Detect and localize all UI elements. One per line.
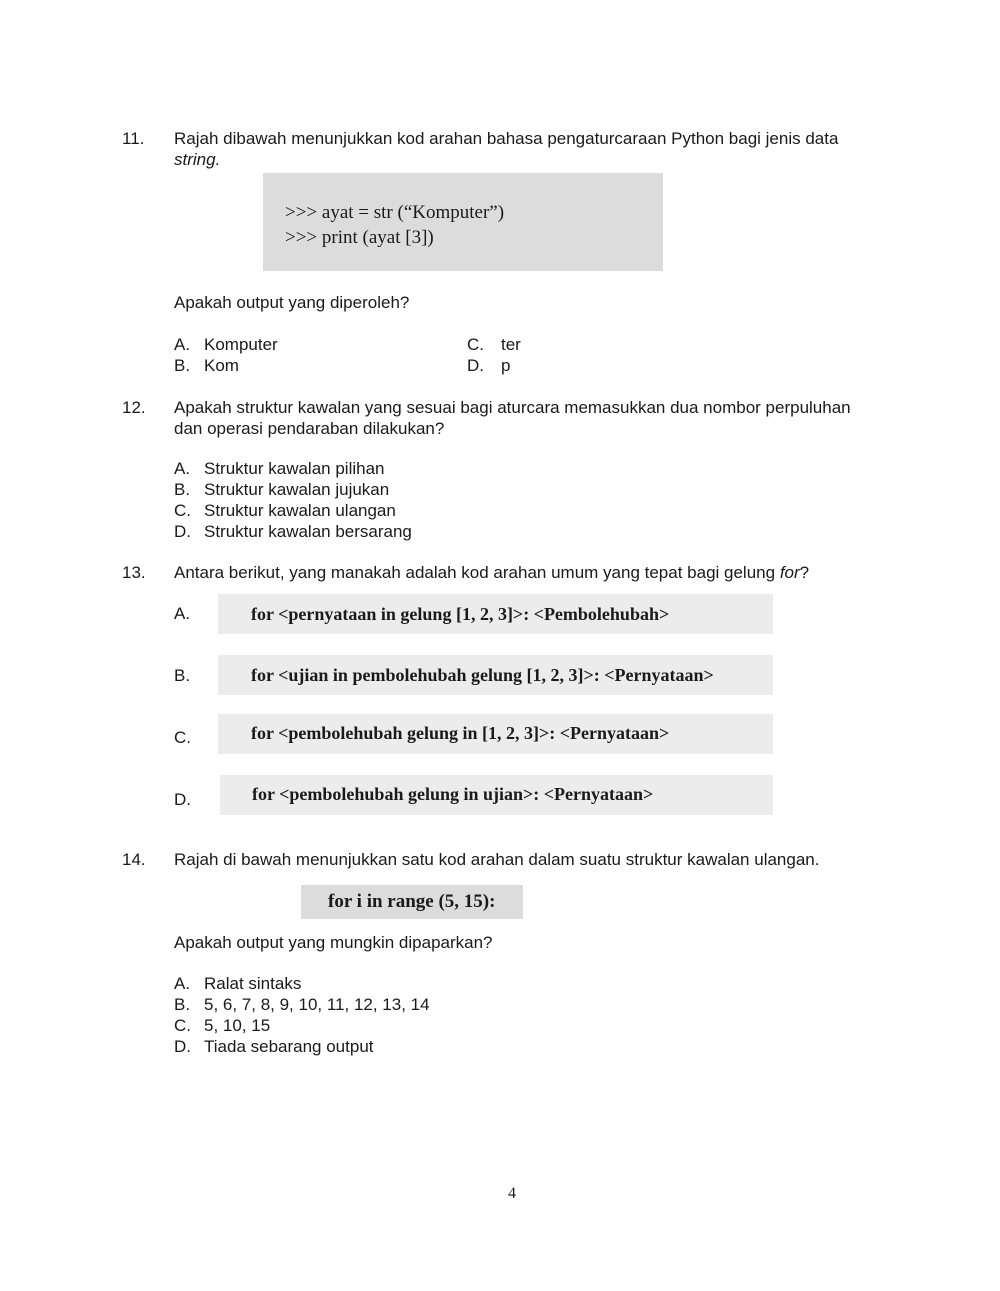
code-line: for i in range (5, 15): <box>328 891 496 912</box>
question-prompt: Apakah output yang mungkin dipaparkan? <box>174 933 493 952</box>
option-letter: C. <box>174 501 191 520</box>
option-text: ter <box>501 335 521 354</box>
option-text: Struktur kawalan bersarang <box>204 522 412 541</box>
option-text: Ralat sintaks <box>204 974 302 993</box>
option-letter: B. <box>174 480 191 499</box>
option-letter: C. <box>467 335 484 354</box>
question-text-main: Antara berikut, yang manakah adalah kod arahan umum yang tepat bagi gelung <box>174 563 780 582</box>
question-number: 14. <box>122 850 146 869</box>
option-text: Tiada sebarang output <box>204 1037 374 1056</box>
option-text: 5, 10, 15 <box>204 1016 271 1035</box>
question-number: 12. <box>122 398 146 417</box>
option-d-code-box[interactable] <box>220 775 773 815</box>
option-letter: A. <box>174 459 191 478</box>
option-text: 5, 6, 7, 8, 9, 10, 11, 12, 13, 14 <box>204 995 430 1014</box>
option-d[interactable] <box>174 1036 374 1057</box>
question-prompt: Apakah output yang diperoleh? <box>174 293 410 312</box>
option-letter: D. <box>174 1037 191 1056</box>
option-b[interactable] <box>174 994 430 1015</box>
question-number: 11. <box>122 129 145 148</box>
option-b-letter[interactable]: B. <box>174 666 191 685</box>
option-c[interactable] <box>174 500 396 521</box>
option-text: Komputer <box>204 335 278 354</box>
option-d[interactable] <box>467 355 510 376</box>
option-d-letter[interactable]: D. <box>174 790 191 809</box>
option-letter: B. <box>174 356 191 375</box>
question-text: Rajah dibawah menunjukkan kod arahan bahasa pengaturcaraan Python bagi jenis data <box>174 129 839 148</box>
option-c[interactable] <box>467 334 521 355</box>
option-c-code-box[interactable] <box>218 714 773 754</box>
option-d[interactable] <box>174 521 412 542</box>
option-letter: D. <box>174 522 191 541</box>
question-text: Apakah struktur kawalan yang sesuai bagi aturcara memasukkan dua nombor perpuluhan <box>174 398 851 417</box>
option-a[interactable] <box>174 973 301 994</box>
option-c-letter[interactable]: C. <box>174 728 191 747</box>
page-number: 4 <box>508 1185 516 1202</box>
question-text: Rajah di bawah menunjukkan satu kod arahan dalam suatu struktur kawalan ulangan. <box>174 850 820 869</box>
option-text: Struktur kawalan jujukan <box>204 480 390 499</box>
option-letter: C. <box>174 1016 191 1035</box>
option-c[interactable] <box>174 1015 270 1036</box>
option-letter: A. <box>174 974 191 993</box>
question-number: 13. <box>122 563 146 582</box>
code-box <box>301 885 523 919</box>
question-text <box>174 562 809 583</box>
code-line: >>> ayat = str (“Komputer”) <box>285 202 505 223</box>
option-b[interactable] <box>174 479 389 500</box>
option-b[interactable] <box>174 355 239 376</box>
option-letter: A. <box>174 335 191 354</box>
option-text: Kom <box>204 356 239 375</box>
option-a-letter[interactable]: A. <box>174 604 191 623</box>
option-a-code-box[interactable] <box>218 594 773 634</box>
option-code: for <pernyataan in gelung [1, 2, 3]>: <Pembolehubah> <box>251 604 670 624</box>
option-a[interactable] <box>174 458 384 479</box>
option-code: for <pembolehubah gelung in ujian>: <Pernyataan> <box>252 784 654 804</box>
option-letter: D. <box>467 356 484 375</box>
option-text: Struktur kawalan pilihan <box>204 459 385 478</box>
code-line: >>> print (ayat [3]) <box>285 227 434 248</box>
question-text-italic: for <box>779 563 800 582</box>
option-code: for <pembolehubah gelung in [1, 2, 3]>: <Pernyataan> <box>251 723 670 743</box>
option-letter: B. <box>174 995 191 1014</box>
option-a[interactable] <box>174 334 278 355</box>
option-code: for <ujian in pembolehubah gelung [1, 2, 3]>: <Pernyataan> <box>251 665 714 685</box>
option-text: p <box>501 356 511 375</box>
question-text-cont: dan operasi pendaraban dilakukan? <box>174 419 445 438</box>
code-box <box>263 173 663 271</box>
question-text-cont: string. <box>174 150 221 169</box>
question-text-end: ? <box>799 563 810 582</box>
option-b-code-box[interactable] <box>218 655 773 695</box>
option-text: Struktur kawalan ulangan <box>204 501 396 520</box>
